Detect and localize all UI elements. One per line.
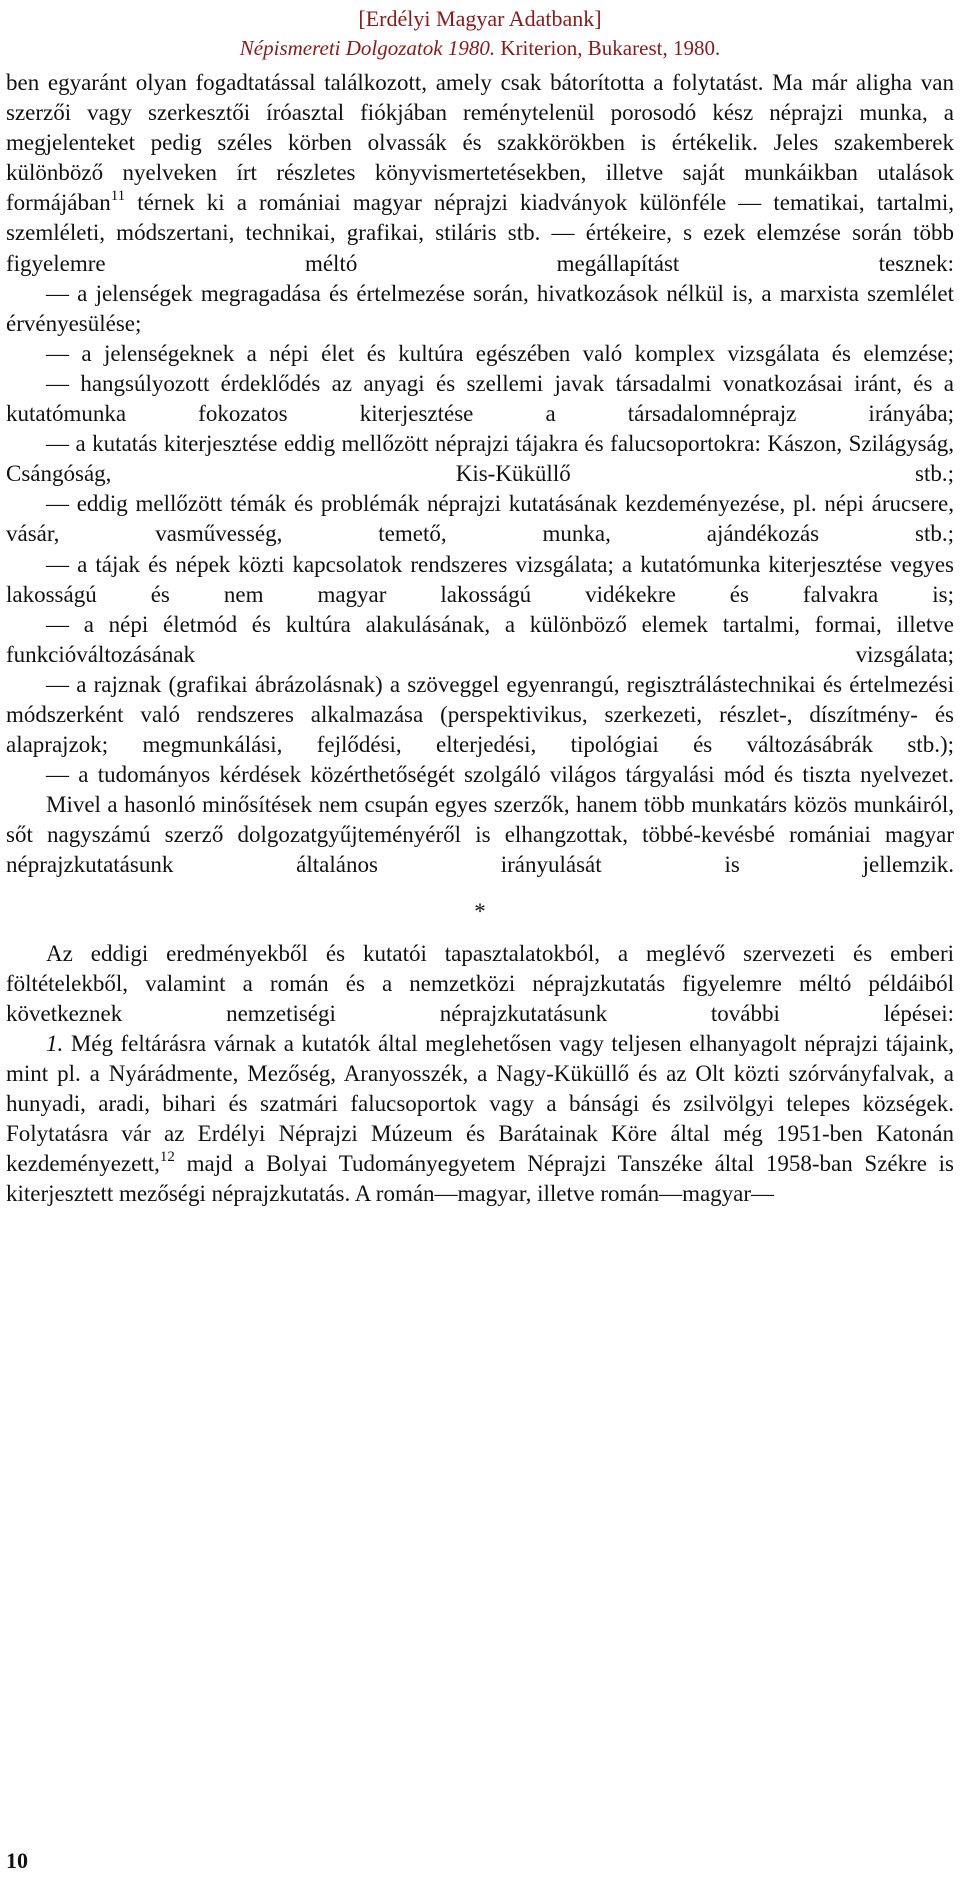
section-separator: * xyxy=(474,898,486,924)
item-number: 1. xyxy=(46,1030,64,1056)
footnote-ref-12: 12 xyxy=(159,1148,175,1165)
section-intro-paragraph: Az eddigi eredményekből és kutatói tapasztalatokból, a meglévő szervezeti és emberi föltételekből, valamint a román és a nemzetközi néprajzkutatás figyelemre méltó példáiból következnek nemzetiségi néprajzkutatásunk további lépései: xyxy=(6,940,954,1026)
body-text xyxy=(6,68,954,1209)
citation-rest: Kriterion, Bukarest, 1980. xyxy=(500,36,721,60)
citation-header xyxy=(0,36,960,61)
numbered-paragraph: 1. Még feltárásra várnak a kutatók által meglehetősen vagy teljesen elhanyagolt néprajzi tájaink, mint pl. a Nyárádmente, Mezőség, Aranyosszék, a Nagy-Küküllő és az Olt közti szórványfalvak, a hunyadi, aradi, bihari és szatmári falucsoportok vagy a bánsági és zsilvölgyi telepes községek. Folytatásra vár az Erdélyi Néprajzi Múzeum és Barátainak Köre által még 1951-ben Katonán kezdeményezett,$^{12}$ majd a Bolyai Tudományegyetem Néprajzi Tanszéke által 1958-ban Székre is kiterjesztett mezőségi néprajzkutatás. A román—magyar, illetve román—magyar— xyxy=(6,1030,955,1207)
page-number: 10 xyxy=(6,1848,28,1873)
list-item: — a jelenségek megragadása és értelmezése során, hivatkozások nélkül is, a marxista szemlélet érvényesülése; xyxy=(6,280,954,336)
list-item: — a rajznak (grafikai ábrázolásnak) a szöveggel egyenrangú, regisztrálástechnikai és értelmezési módszerként való rendszeres alkalmazása (perspektivikus, szerkezeti, részlet-, díszítmény- és alaprajzok; megmunkálási, fejlődési, elterjedési, tipológiai és változásábrák stb.); xyxy=(6,671,954,758)
list-item: — hangsúlyozott érdeklődés az anyagi és szellemi javak társadalmi vonatkozásai iránt, és a kutatómunka fokozatos kiterjesztése a társadalomnéprajz irányába; xyxy=(6,370,954,427)
list-item: — a népi életmód és kultúra alakulásának, a különböző elemek tartalmi, formai, illetve funkcióváltozásának vizsgálata; xyxy=(6,611,954,667)
list-item: — a tájak és népek közti kapcsolatok rendszeres vizsgálata; a kutatómunka kiterjesztése vegyes lakosságú és nem magyar lakosságú vidékekre és falvakra is; xyxy=(6,551,954,607)
list-item: — a jelenségeknek a népi élet és kultúra egészében való komplex vizsgálata és elemzése; xyxy=(46,340,954,366)
citation-title: Népismereti Dolgozatok 1980. xyxy=(239,36,496,60)
list-item: — eddig mellőzött témák és problémák néprajzi kutatásának kezdeményezése, pl. népi árucsere, vásár, vasművesség, temető, munka, ajándékozás stb.; xyxy=(6,491,954,547)
source-header xyxy=(0,6,960,32)
source-link[interactable]: [Erdélyi Magyar Adatbank] xyxy=(358,6,602,31)
summary-paragraph: Mivel a hasonló minősítések nem csupán egyes szerzők, hanem több munkatárs közös munkáiról, sőt nagyszámú szerző dolgozatgyűjteményéről is elhangzottak, többé-kevésbé romániai magyar néprajzkutatásunk általános irányulását is jellemzik. xyxy=(6,792,954,878)
footnote-ref-11: 11 xyxy=(110,187,126,204)
opening-paragraph: ben egyaránt olyan fogadtatással találkozott, amely csak bátorította a folytatást. Ma már aligha van szerzői vagy szerkesztői íróasztal fiókjában reménytelenül porosodó kész néprajzi munka, a megjelenteket pedig széles körben olvassák és szakkörökben is értékelik. Jeles szakemberek különböző nyelveken írt részletes könyvismertetésekben, illetve saját munkáikban utalások formájában$^{11}$ térnek ki a romániai magyar néprajzi kiadványok különféle — tematikai, tartalmi, szemléleti, módszertani, technikai, grafikai, stiláris stb. — értékeire, s ezek elemzése során több figyelemre méltó megállapítást tesznek: xyxy=(6,70,955,276)
list-item: — a kutatás kiterjesztése eddig mellőzött néprajzi tájakra és falucsoportokra: Kászon, Szilágyság, Csángóság, Kis-Küküllő stb.; xyxy=(6,431,954,487)
list-item: — a tudományos kérdések közérthetőségét szolgáló világos tárgyalási mód és tiszta nyelvezet. xyxy=(46,762,954,788)
